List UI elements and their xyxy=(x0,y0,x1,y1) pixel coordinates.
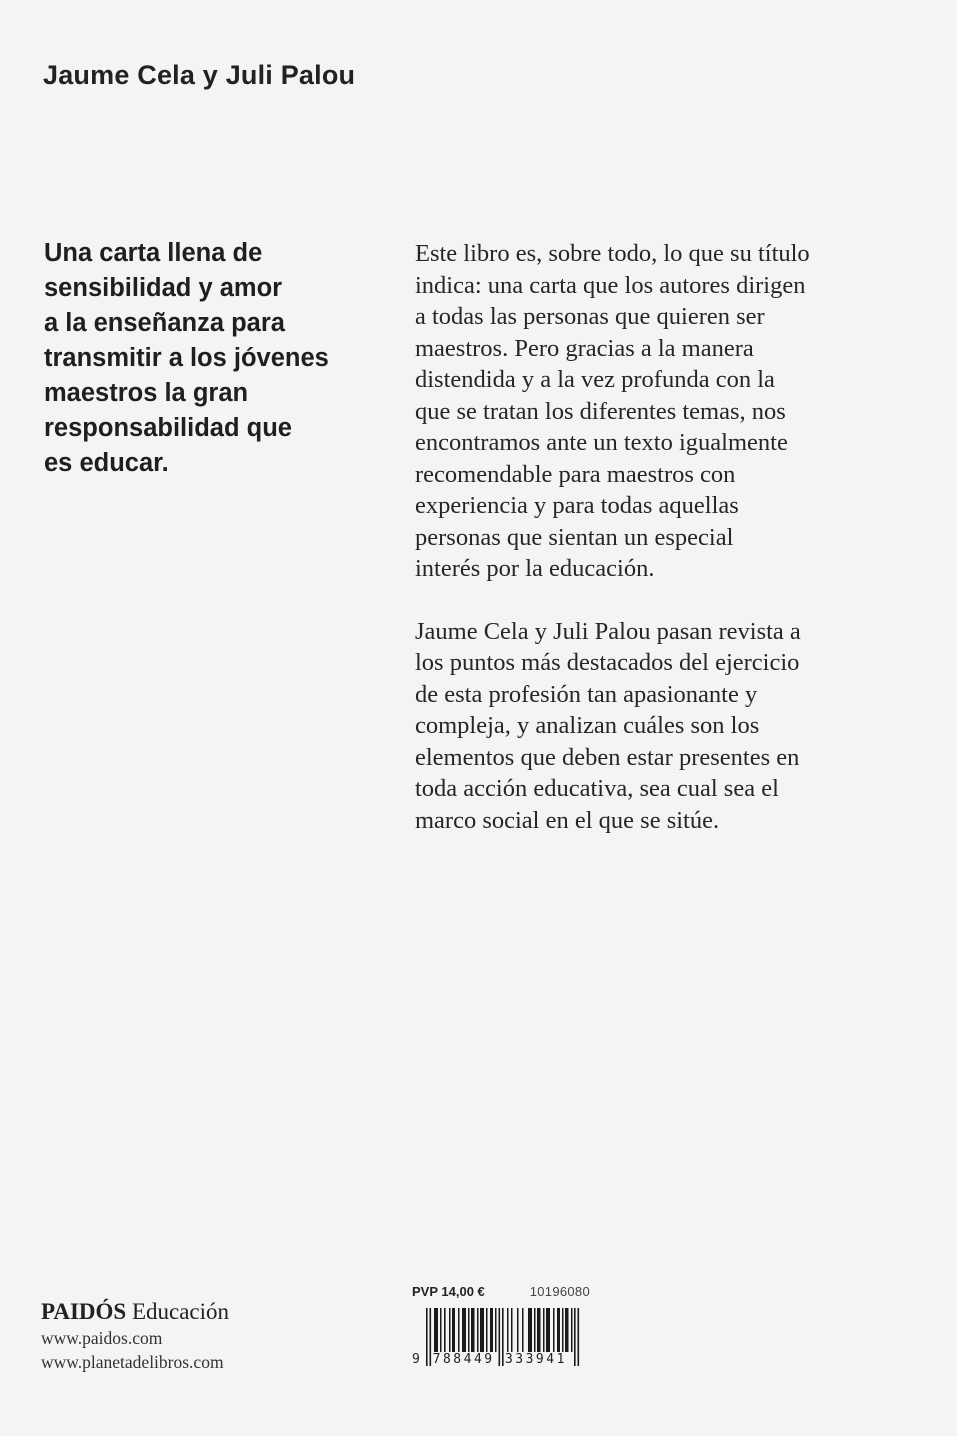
price-row xyxy=(412,1284,590,1300)
text-line: encontramos ante un texto igualmente xyxy=(415,429,788,456)
tagline-line: es educar. xyxy=(44,449,169,477)
description-paragraph-1 xyxy=(415,238,915,585)
publisher-url-planeta[interactable]: www.planetadelibros.com xyxy=(41,1352,224,1372)
tagline-line: a la enseñanza para xyxy=(44,309,285,337)
tagline-line: maestros la gran xyxy=(44,379,249,407)
tagline-line: responsabilidad que xyxy=(44,414,292,442)
publisher-collection: Educación xyxy=(131,1299,230,1324)
description-paragraph-2 xyxy=(415,616,915,837)
publisher-url-paidos[interactable]: www.paidos.com xyxy=(41,1328,163,1348)
publisher-imprint xyxy=(41,1298,229,1326)
text-line: los puntos más destacados del ejercicio xyxy=(415,649,800,676)
text-line: Este libro es, sobre todo, lo que su título xyxy=(415,240,810,267)
barcode-block xyxy=(412,1284,597,1368)
publisher-brand: PAIDÓS xyxy=(41,1299,127,1324)
publisher-info xyxy=(41,1298,229,1374)
text-line: toda acción educativa, sea cual sea el xyxy=(415,775,779,802)
text-line: recomendable para maestros con xyxy=(415,460,736,488)
book-description xyxy=(415,238,915,836)
text-line: marco social en el que se sitúe. xyxy=(415,806,720,834)
isbn-number: 9 788449 333941 xyxy=(412,1352,567,1367)
tagline-line: sensibilidad y amor xyxy=(44,274,283,302)
text-line: Jaume Cela y Juli Palou pasan revista a xyxy=(415,617,801,645)
author-names: Jaume Cela y Juli Palou xyxy=(43,60,356,90)
text-line: que se tratan los diferentes temas, nos xyxy=(415,397,786,425)
text-line: a todas las personas que quieren ser xyxy=(415,303,765,330)
text-line: indica: una carta que los autores dirigen xyxy=(415,271,806,299)
tagline xyxy=(44,236,384,481)
tagline-line: transmitir a los jóvenes xyxy=(44,344,329,372)
internal-code: 10196080 xyxy=(529,1284,590,1299)
text-line: distendida y a la vez profunda con la xyxy=(415,366,775,393)
text-line: personas que sientan un especial xyxy=(415,523,734,551)
text-line: compleja, y analizan cuáles son los xyxy=(415,712,760,739)
tagline-line: Una carta llena de xyxy=(44,239,263,267)
text-line: interés por la educación. xyxy=(415,555,655,582)
text-line: de esta profesión tan apasionante y xyxy=(415,680,758,708)
text-line: experiencia y para todas aquellas xyxy=(415,492,739,519)
text-line: maestros. Pero gracias a la manera xyxy=(415,334,754,362)
isbn-barcode xyxy=(412,1308,597,1368)
text-line: elementos que deben estar presentes en xyxy=(415,743,800,771)
retail-price: PVP 14,00 € xyxy=(412,1284,485,1299)
